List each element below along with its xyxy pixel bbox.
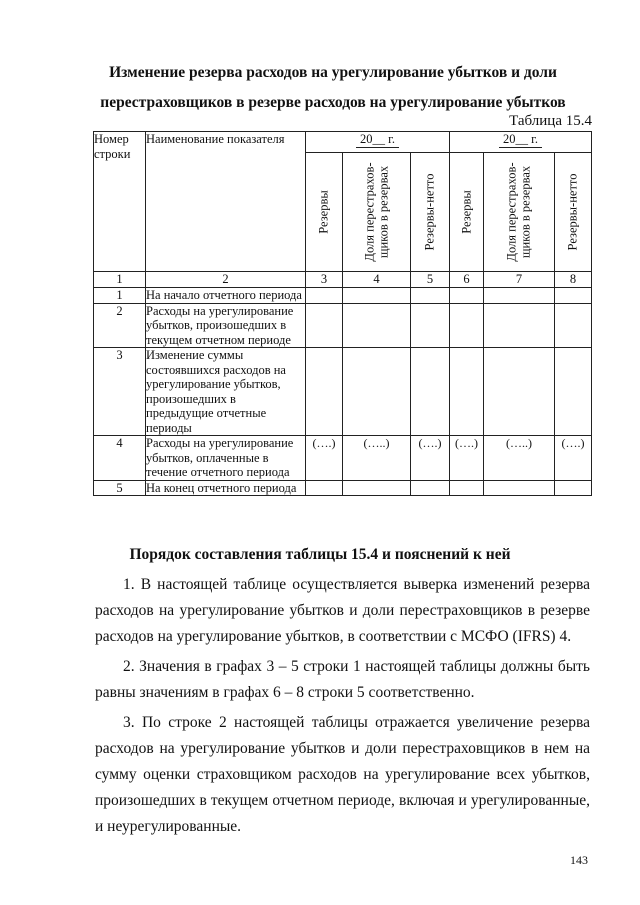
column-number: 1 [94, 272, 146, 288]
year-label-1: 20__ г. [356, 132, 399, 148]
year-label-2: 20__ г. [499, 132, 542, 148]
row-value [450, 480, 484, 496]
row-value [555, 303, 592, 348]
row-value [555, 288, 592, 304]
row-name: На начало отчетного периода [146, 288, 306, 304]
row-value [306, 348, 343, 436]
table-row [94, 303, 592, 348]
row-value [411, 288, 450, 304]
column-number: 5 [411, 272, 450, 288]
paragraph-2: 2. Значения в графах 3 – 5 строки 1 настоящей таблицы должны быть равны значениям в графах 6 – 8 строки 5 соответственно. [95, 658, 590, 701]
header-net-reserves-2: Резервы-нетто [555, 153, 592, 272]
column-number-row [94, 272, 592, 288]
row-value: (….) [306, 436, 343, 481]
page-title [60, 58, 606, 118]
row-value [450, 348, 484, 436]
row-value [450, 303, 484, 348]
column-number: 7 [484, 272, 555, 288]
row-value [484, 480, 555, 496]
row-name: Расходы на урегулирование убытков, оплаченные в течение отчетного периода [146, 436, 306, 481]
table-row [94, 480, 592, 496]
row-number: 3 [94, 348, 146, 436]
column-number: 3 [306, 272, 343, 288]
row-name: Расходы на урегулирование убытков, произошедших в текущем отчетном периоде [146, 303, 306, 348]
column-number: 8 [555, 272, 592, 288]
row-number: 2 [94, 303, 146, 348]
row-value [343, 303, 411, 348]
column-number: 2 [146, 272, 306, 288]
row-value [555, 480, 592, 496]
header-reinsurer-share-2: Доля перестрахов-щиков в резервах [484, 153, 555, 272]
row-value [343, 288, 411, 304]
row-number: 1 [94, 288, 146, 304]
row-name: Изменение суммы состоявшихся расходов на урегулирование убытков, произошедших в предыдущие отчетные периоды [146, 348, 306, 436]
row-value [484, 303, 555, 348]
row-value [343, 480, 411, 496]
column-number: 6 [450, 272, 484, 288]
row-value [411, 480, 450, 496]
row-number: 5 [94, 480, 146, 496]
row-value [484, 288, 555, 304]
header-indicator-name: Наименование показателя [146, 132, 306, 272]
table-label: Таблица 15.4 [509, 113, 592, 129]
header-year-group-1 [306, 132, 450, 153]
row-value [306, 288, 343, 304]
reserve-table [93, 131, 592, 496]
table-row [94, 348, 592, 436]
row-value: (….) [555, 436, 592, 481]
section-title: Порядок составления таблицы 15.4 и пояснений к ней [129, 546, 511, 563]
row-name: На конец отчетного периода [146, 480, 306, 496]
row-value: (…..) [484, 436, 555, 481]
row-value [343, 348, 411, 436]
header-year-group-2 [450, 132, 592, 153]
header-reserves-2: Резервы [450, 153, 484, 272]
paragraph-1: 1. В настоящей таблице осуществляется выверка изменений резерва расходов на урегулирование убытков и доли перестраховщиков в резерве расходов на урегулирование убытков, в соответствии с МСФО (IFRS) 4. [95, 576, 590, 645]
row-number: 4 [94, 436, 146, 481]
row-value [484, 348, 555, 436]
paragraph-3: 3. По строке 2 настоящей таблицы отражается увеличение резерва расходов на урегулирование убытков и доли перестраховщиков в нем на сумму оценки страховщиком расходов на урегулирование всех убытков, произошедших в текущем отчетном периоде, включая и урегулированные, и неурегулированные. [95, 714, 590, 835]
row-value: (…..) [343, 436, 411, 481]
column-number: 4 [343, 272, 411, 288]
table-row [94, 436, 592, 481]
row-value [555, 348, 592, 436]
row-value [411, 303, 450, 348]
header-row-number: Номер строки [94, 132, 146, 272]
page-number: 143 [570, 853, 588, 867]
title-line-2: перестраховщиков в резерве расходов на урегулирование убытков [100, 94, 566, 111]
header-reserves-1: Резервы [306, 153, 343, 272]
row-value [306, 303, 343, 348]
title-line-1: Изменение резерва расходов на урегулирование убытков и доли [109, 64, 557, 81]
header-net-reserves-1: Резервы-нетто [411, 153, 450, 272]
row-value: (….) [411, 436, 450, 481]
row-value [411, 348, 450, 436]
row-value [306, 480, 343, 496]
row-value [450, 288, 484, 304]
header-reinsurer-share-1: Доля перестрахов-щиков в резервах [343, 153, 411, 272]
table-row [94, 288, 592, 304]
row-value: (….) [450, 436, 484, 481]
